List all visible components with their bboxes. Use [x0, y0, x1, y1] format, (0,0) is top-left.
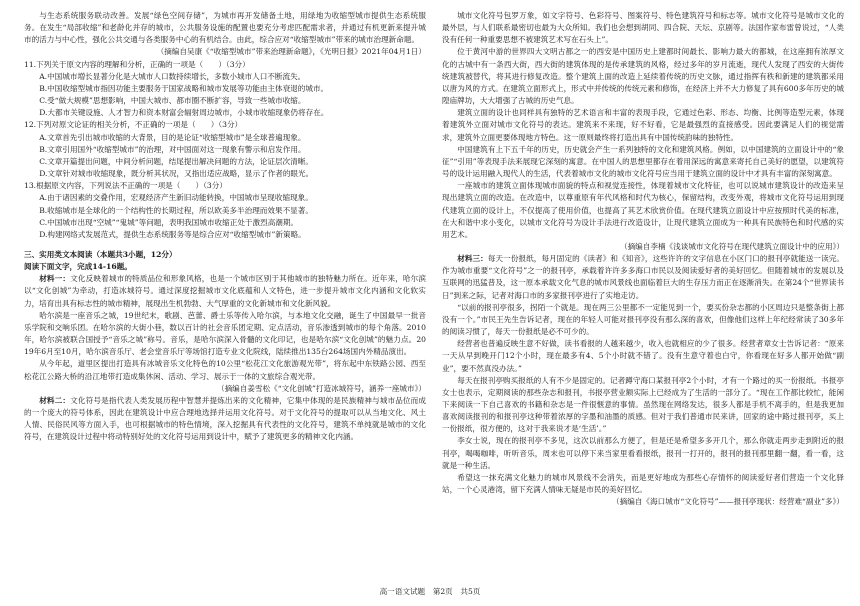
q13-option-a: A.由于诸因素的交叠作用，宏观经济产生新旧动能转换，中国城市呈现收缩现象。 [39, 193, 313, 203]
q11-option-d: D.大都市关键设施、人才智力和资本财富会辐射周边城市，小城市收缩现象仍将存在。 [39, 108, 329, 118]
material-1-text: 文化反映着城市的特质品位和形象风格，也是一个城市区别于其他城市的独特魅力所在。近年来，哈尔滨以“文化创城”为牵动，打造冰城符号。通过深度挖掘城市文化底蕴和人文特色，进一步提升城市文化内涵和文化软实力，培育出具有标志性的城市精神，展现出生机勃勃、大气厚重的文化新城市和文化新风貌。 [24, 274, 427, 308]
material-3-paragraph-3: 经营者也普遍反映生意不好做，读书看报的人越来越少，收入也就相应的少了很多。经营者章女士告诉记者：“原来一天从早到晚开门12个小时，现在最多有4、5个小时就不错了。没有生意守着也白守，你看现在好多人都开始做“副业”，要不然真没办法。” [442, 339, 844, 373]
material-3-paragraph-5: 李女士说，现在的报刊亭不多见，这次以前那么方便了，但是还是希望多多开几个，那么你就走两步走到附近的报刊亭，喝喝咖啡，听听音乐，周末也可以停下来当家里看看报纸，报刊一打开的，报刊的报刊那里翻一翻，看一看，这就是一种生活。 [442, 436, 844, 470]
source-citation: （摘编自吴康《“收缩型城市”带来治理新命题》，《光明日报》2021年04月1日） [156, 47, 426, 57]
page-footer: 高一语文试题 第2页 共5页 [379, 587, 481, 596]
material-2-paragraph-3: 建筑立面的设计也同样具有独特的艺术语言和丰富的表现手段，它通过色彩、形态、均衡、比例等造型元素，体现着建筑外立面对城市文化符号的表达。建筑来不来现，好不好看，它是最强烈的直接感受。因此要满足人们的视觉需求，建筑外立面更要体现地方特色。这一原则最终将打造出具有中国传统韵味的独特性。 [442, 108, 844, 142]
material-1-label: 材料一： [39, 274, 71, 284]
source-material-2: （摘编自李楠《浅谈城市文化符号在现代建筑立面设计中的应用》） [619, 241, 844, 251]
q13-option-c: C.中国城市出现“空城”“鬼城”等问题，表明我国城市收缩正处于激烈高潮期。 [39, 217, 299, 227]
q12-option-c: C.文章开篇提出问题，中间分析问题，结尾提出解决问题的方法，论证层次清晰。 [39, 156, 313, 166]
material-1-paragraph-3: 从今年起，道里区提出打造具有冰城音乐文化特色的10公里“松花江文化旅游观光带”，将东起中东铁路公园、西至松花江公路大桥的沿江地带打造成集休闲、活动、学习、展示于一体的文旅综合观光带。 [24, 359, 426, 381]
section-3-title: 三、实用类文本阅读（本题共3小题，12分） [24, 249, 177, 259]
left-column [24, 10, 426, 443]
q12-option-d: D.文章针对城市收缩现象，既分析其状况，又指出适应战略，显示了作者的眼光。 [39, 169, 314, 179]
intro-paragraph: 与生态系统服务联动改善。发展“绿色空间存储”，为城市再开发储备土地，用绿地为收缩型城市提供生态系统服务。在发生“局部收缩”和老龄化并存的城市，公共服务设施的配置也要充分考虑匹配需求者，并通过有机更新来提升城市的活力与中心性，强化公共交通与各类服务中心的有机结合。由此，综合应对“收缩型城市”带来的城市治理新命题。 [24, 11, 426, 45]
material-3-label: 材料三： [457, 254, 488, 264]
material-3-text: 每天一份报纸，每月固定的《读者》和《知音》，这些许许的文字信息在小区门口的报刊亭就能送一读完。作为城市重要“文化符号”之一的报刊亭，承载着许许多多海口市民以及阅读爱好者的美好回忆。但随着城市的发展以及互联网的迅猛普及，这一原本承载文化气息的城市风景线也面临着巨大的生存压力而正在逐渐消失。在第24个“世界读书日”到来之际，记者对海口市的多家报刊亭进行了实地走访。 [442, 254, 845, 300]
material-3-paragraph [442, 253, 844, 302]
material-3-paragraph-2: “以前的报刊亭很多，拐陌一个就是。现在两三公里都不一定能见到一个，要买份杂志都的小区周边只是整条街上都没有一个。”市民王先生告诉记者，现在的年轻人可能对报刊亭没有那么深的喜欢，但像他们这样上年纪经常读了30多年的阅读习惯了，每天一份报纸是必不可少的。 [442, 302, 844, 337]
material-3-paragraph-4: 每天在报刊亭购买报纸的人有不少是固定的。记者蹲守海口某报刊亭2个小时，才有一个路过的买一份报纸。书报亭女士也表示，定期阅读的那些杂志和报刊，书报亭营业额实际上已经成为了生活的一部分了。“现在工作都比较忙，能闲下来阅读一下自己喜欢的书籍和杂志是一件很惬意的事情。虽然现在网络发达，很多人都是手机不离手的，但是我更加喜欢阅读报刊的和报刊亭这种带着浓厚的字墨和油墨的质感。但对于我们普通市民来讲，回家的途中路过报刊亭，买上一份报纸，很方便的，这对于我来说才是‘生活’。” [442, 375, 844, 434]
material-2-paragraph [24, 395, 426, 444]
material-3-paragraph-6: 希望这一抹充满文化魅力的城市风景线不会消失，而是更好地成为那些心存情怀的阅读爱好者们营造一个文化驿站，一个心灵港湾，留下充满人情味无疑是市民的美好回忆。 [442, 472, 844, 495]
section-3-instruction: 阅读下面文字，完成14-16题。 [24, 262, 132, 272]
material-2-paragraph-2: 位于黄河中游的世界四大文明古都之一的西安是中国历史上建都时间最长、影响力最大的都城，在这座拥有浓厚文化的古城中有一条西大街，西大街的建筑体现的是传承建筑的风格，经过多年的岁月流逝，现代人发现了西安的大街传统建筑被替代，将其进行修复改造。整个建筑上面的改造上延续着传统的历史文脉，通过指挥有秩和新建的建筑都采用以唐为风的方式。在建筑立面形式上，形式中并传统的传统元素和修饰，在经济上并不大力修复了具有600多年历史的城隍庙牌坊，大大增强了古城的历史气息。 [442, 47, 844, 106]
material-2-text: 文化符号是指代表人类发展历程中智慧并提炼出来的文化精神，它集中体现的是民族精神与城市品位而成的一个庞大的符号体系，因此在建筑设计中应合理地选择并运用文化符号。对于文化符号的提取可以从当地文化、风土人情、民俗民风等方面入手，也可根据城市的特色情境，深入挖掘具有代表性的文化符号，建筑不单纯就是城市的文化符号，在建筑设计过程中将动特别好处的文化符号运用到设计中，赋予了建筑更多的精神文化内涵。 [24, 395, 427, 442]
q13-option-d: D.构建网络式发展范式，提供生态系统服务等是综合应对“收缩型城市”新策略。 [39, 229, 306, 239]
q12-option-b: B.文章引用国外“收缩型城市”的治理，对中国面对这一现象有警示和启发作用。 [39, 144, 306, 154]
material-2-paragraph-1: 城市文化符号包罗万象，如文字符号、色彩符号、图案符号、特色建筑符号和标志等。城市文化符号是城市文化的最外层，与人们联系最密切也最为大众所知。我们也会想到胡同、四合院、天坛、京剧等。法国作家布雷曾说过，“人类没有任何一种重要思想不被建筑艺术写在石头上”。 [442, 11, 844, 45]
material-2-label: 材料二： [39, 395, 71, 405]
question-11: 11.下列关于原文内容的理解和分析，正确的一项是（ ）（3分） [24, 59, 250, 69]
q12-option-a: A.文章首先引出城市收缩的大背景，目的是论证“收缩型城市”是全球普遍现象。 [39, 132, 306, 142]
question-13: 13.根据原文内容，下列说法不正确的一项是（ ）（3分） [24, 181, 227, 191]
q11-option-b: B.中国收缩型城市指因功能主要服务于国家战略和城市发展等功能由主体衰退的城市。 [39, 83, 329, 93]
material-2-paragraph-5: 一座城市的建筑立面体现城市面貌的特点和视觉连接性，体现着城市文化特征，也可以说城市建筑设计的改造来呈现出建筑立面的改造。在改造中，以尊重原有年代风格和时代为核心，保留结构，改变外观，将城市文化符号运用到现代建筑立面的设计上，不仅提高了使用价值，也提高了其艺术欣赏价值。在现代建筑立面设计中应按照时代美的标准，在大和谐中求小变化，以城市文化符号为设计手法进行改造设计，让现代建筑立面成为一种具有民族特色和时代感的实用艺术。 [442, 181, 844, 239]
material-1-paragraph-2: 哈尔滨是一座音乐之城，19世纪末，歌剧、芭蕾、爵士乐等传入哈尔滨，与本地文化交融，诞生了中国最早一批音乐学院和交响乐团。在哈尔滨的大街小巷，数以百计的社会音乐团定期、定点活动，音乐渗透到城市的每个角落。2010年，哈尔滨被联合国授予“音乐之城”称号。音乐，是哈尔滨深入骨髓的文化印记，也是哈尔滨“文化创城”的魅力点。2019年6月至10月，哈尔滨音乐厅、老会堂音乐厅等场馆打造专业文化院线，陆续推出135台264场国内外精品演出。 [24, 310, 426, 357]
question-12: 12.下列对原文论证的相关分析，不正确的一项是（ ）（3分） [24, 120, 243, 130]
material-2-paragraph-4: 中国建筑有上下五千年的历史，历史就会产生一系列独特的文化和建筑风格。例如，以中国建筑的立面设计中的“象征”“引用”等表现手法来展现它深刻的寓意。在中国人的思想里都存在着用深远的寓意来寄托自己美好的愿望，以建筑符号的设计运用融入现代人的生活，代表着城市文化的城市文化符号应当用于建筑立面的设计中才具有丰富的深刻寓意。 [442, 144, 844, 179]
q11-option-c: C.受“做大规模”思想影响，中国大城市、都市圈不断扩容，导致一些城市收缩。 [39, 96, 306, 106]
material-1-paragraph [24, 273, 426, 309]
source-material-1: （摘编自姜雪松《“文化创城”打造冰城符号，涵养一座城市》） [217, 383, 426, 393]
source-material-3: （摘编自《海口城市“文化符号”——报刊亭现状：经营难“副业”多》） [612, 497, 844, 507]
q11-option-a: A.中国城市増长显著分化是大城市人口数持续增长，多数小城市人口不断流失。 [39, 71, 306, 81]
right-column [442, 10, 844, 508]
q13-option-b: B.收缩城市是全球化的一个结构性的长期过程，所以欧美多半治理而效果不显著。 [39, 205, 313, 215]
